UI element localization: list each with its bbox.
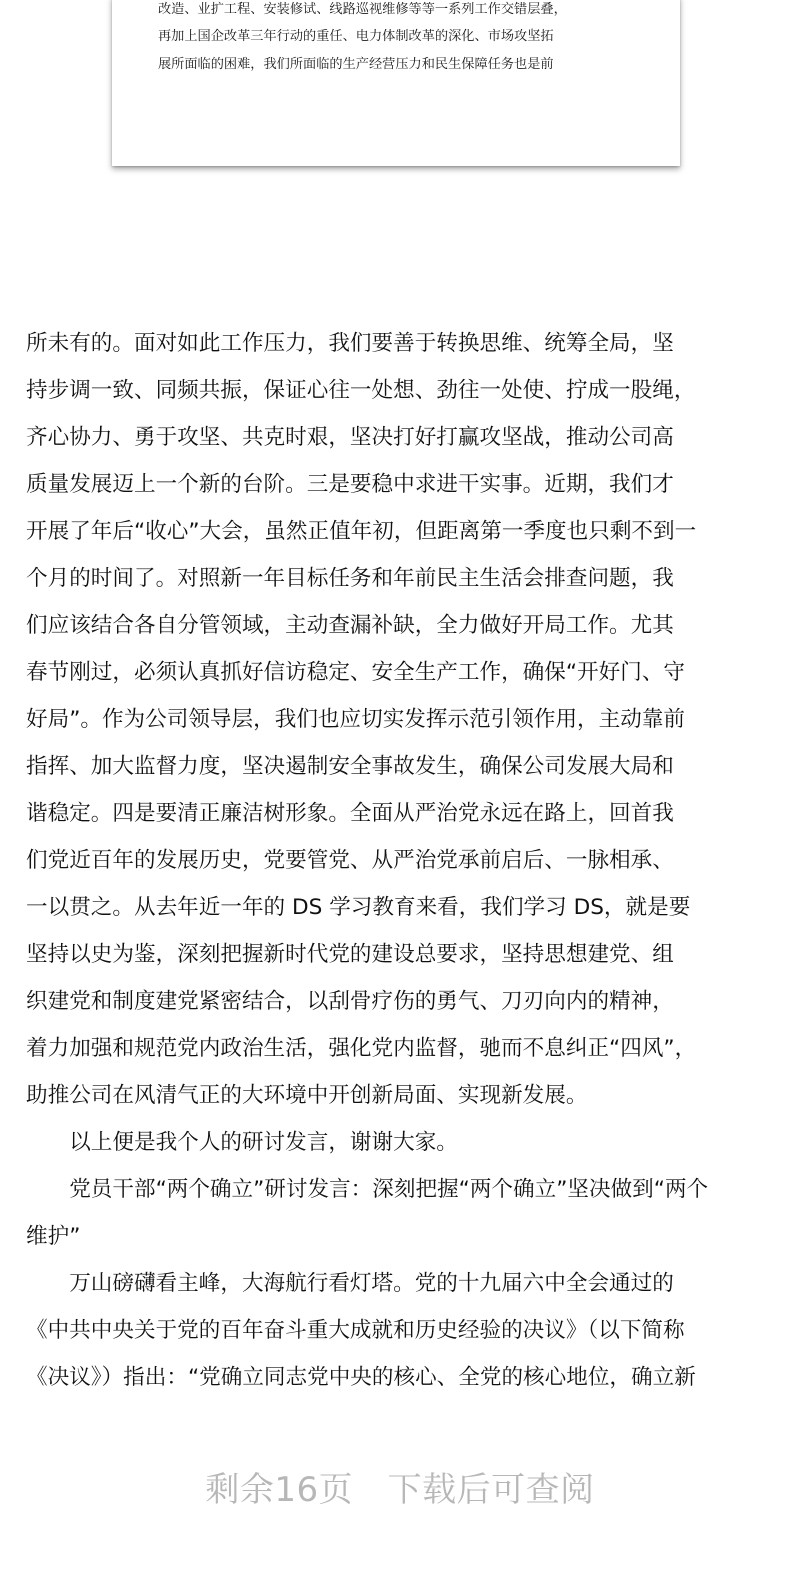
preview-line: 再加上国企改革三年行动的重任、电力体制改革的深化、市场攻坚拓 <box>158 29 554 44</box>
text-line: 着力加强和规范党内政治生活，强化党内监督，驰而不息纠正“四风”， <box>26 1036 697 1061</box>
text-line: 维护” <box>26 1224 81 1249</box>
text-line: 指挥、加大监督力度，坚决遏制安全事故发生，确保公司发展大局和 <box>26 754 674 779</box>
text-line: 们党近百年的发展历史，党要管党、从严治党承前启后、一脉相承、 <box>26 848 674 873</box>
text-line: 所未有的。面对如此工作压力，我们要善于转换思维、统筹全局，坚 <box>26 331 674 356</box>
text-line: 万山磅礴看主峰，大海航行看灯塔。党的十九届六中全会通过的 <box>26 1271 674 1296</box>
text-line: 《决议》）指出：“党确立同志党中央的核心、全党的核心地位，确立新 <box>26 1365 696 1390</box>
text-line: 《中共中央关于党的百年奋斗重大成就和历史经验的决议》（以下简称 <box>26 1318 685 1343</box>
text-line: 坚持以史为鉴，深刻把握新时代党的建设总要求，坚持思想建党、组 <box>26 942 674 967</box>
download-prompt[interactable] <box>0 1466 800 1514</box>
text-line: 春节刚过，必须认真抓好信访稳定、安全生产工作，确保“开好门、守 <box>26 660 686 685</box>
text-line: 个月的时间了。对照新一年目标任务和年前民主生活会排查问题，我 <box>26 566 674 591</box>
text-line: 助推公司在风清气正的大环境中开创新局面、实现新发展。 <box>26 1083 588 1108</box>
text-line: 以上便是我个人的研讨发言，谢谢大家。 <box>26 1130 458 1155</box>
previous-page-card <box>112 0 680 166</box>
text-line: 一以贯之。从去年近一年的 DS 学习教育来看，我们学习 DS，就是要 <box>26 895 691 920</box>
preview-line: 展所面临的困难，我们所面临的生产经营压力和民生保障任务也是前 <box>158 57 554 72</box>
download-to-read-label[interactable]: 下载后可查阅 <box>387 1470 595 1510</box>
text-line: 织建党和制度建党紧密结合，以刮骨疗伤的勇气、刀刃向内的精神， <box>26 989 674 1014</box>
remaining-pages-label: 剩余16页 <box>205 1470 354 1510</box>
text-line: 谐稳定。四是要清正廉洁树形象。全面从严治党永远在路上，回首我 <box>26 801 674 826</box>
text-line: 们应该结合各自分管领域，主动查漏补缺，全力做好开局工作。尤其 <box>26 613 674 638</box>
text-line: 持步调一致、同频共振，保证心往一处想、劲往一处使、拧成一股绳， <box>26 378 696 403</box>
text-line: 党员干部“两个确立”研讨发言：深刻把握“两个确立”坚决做到“两个 <box>26 1177 709 1202</box>
text-line: 好局”。作为公司领导层，我们也应切实发挥示范引领作用，主动靠前 <box>26 707 686 732</box>
text-line: 齐心协力、勇于攻坚、共克时艰，坚决打好打赢攻坚战，推动公司高 <box>26 425 674 450</box>
preview-line: 改造、业扩工程、安装修试、线路巡视维修等等一系列工作交错层叠， <box>158 2 567 17</box>
text-line: 质量发展迈上一个新的台阶。三是要稳中求进干实事。近期，我们才 <box>26 472 674 497</box>
text-line: 开展了年后“收心”大会，虽然正值年初，但距离第一季度也只剩不到一 <box>26 519 697 544</box>
